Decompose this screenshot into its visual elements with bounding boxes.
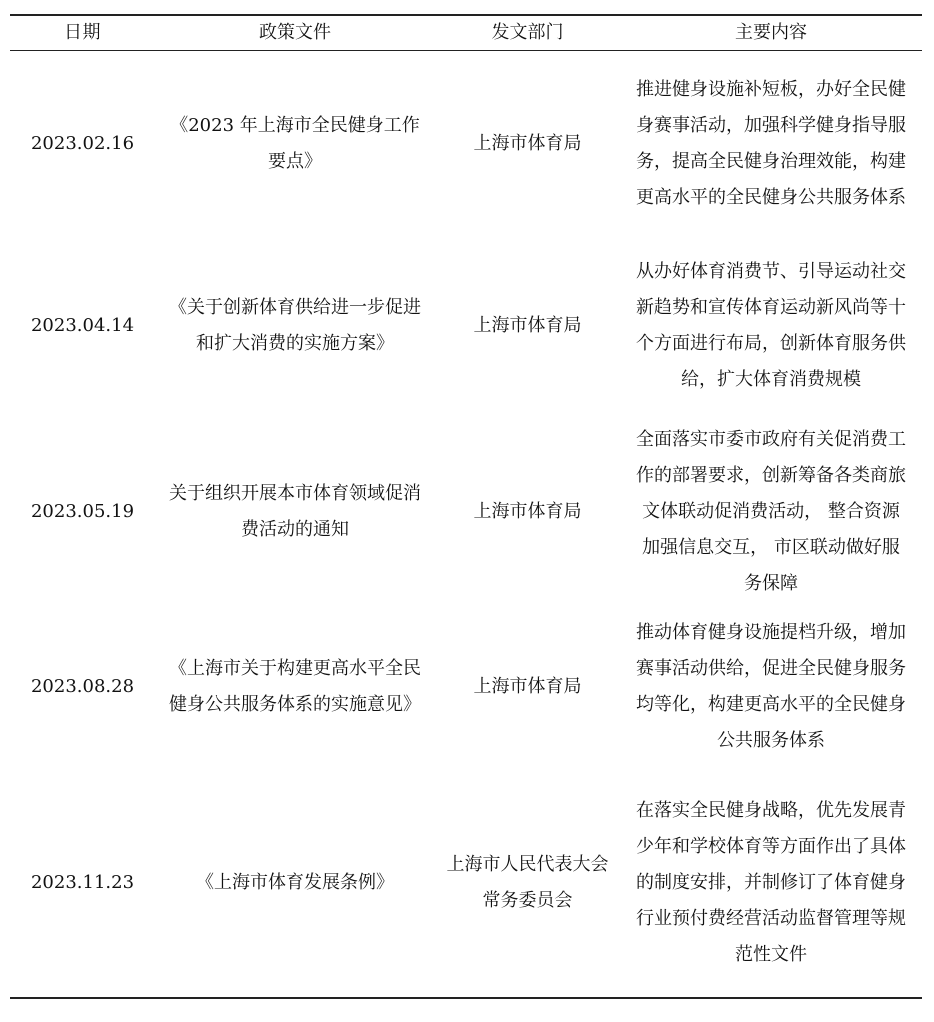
cell-department [435,51,620,234]
cell-content [620,769,922,998]
header-department: 发文部门 [435,15,620,51]
cell-content [620,51,922,234]
cell-policy [155,233,435,419]
department-text: 上海市人民代表大会常务委员会 [446,854,609,911]
content-text: 在落实全民健身战略，优先发展青少年和学校体育等方面作出了具体的制度安排，并制修订了体育健身行业预付费经营活动监督管理等规范性文件 [636,800,906,965]
cell-department [435,605,620,769]
department-text: 上海市体育局 [473,133,582,154]
header-policy: 政策文件 [155,15,435,51]
cell-department [435,233,620,419]
cell-department [435,769,620,998]
table-row [10,605,922,769]
policy-text: 《关于创新体育供给进一步促进和扩大消费的实施方案》 [169,297,421,354]
cell-date: 2023.11.23 [10,769,155,998]
table-header-row [10,15,922,51]
cell-policy [155,419,435,605]
content-text: 推动体育健身设施提档升级，增加赛事活动供给，促进全民健身服务均等化，构建更高水平的全民健身公共服务体系 [636,622,906,751]
department-text: 上海市体育局 [473,315,582,336]
cell-policy [155,605,435,769]
cell-content [620,233,922,419]
department-text: 上海市体育局 [473,676,582,697]
table-row [10,419,922,605]
cell-content [620,419,922,605]
content-text: 从办好体育消费节、引导运动社交新趋势和宣传体育运动新风尚等十个方面进行布局，创新体育服务供给，扩大体育消费规模 [636,261,906,390]
cell-policy [155,51,435,234]
header-date: 日期 [10,15,155,51]
table-row [10,233,922,419]
table-row [10,51,922,234]
cell-date: 2023.04.14 [30,315,135,336]
policy-text: 《上海市关于构建更高水平全民健身公共服务体系的实施意见》 [169,658,421,715]
policy-table-container [10,14,922,999]
cell-date: 2023.02.16 [30,133,135,154]
cell-content [620,605,922,769]
header-content: 主要内容 [620,15,922,51]
policy-table [10,14,922,999]
table-row [10,769,922,998]
cell-department [435,419,620,605]
content-text: 全面落实市委市政府有关促消费工作的部署要求，创新筹备各类商旅文体联动促消费活动， 整合资源加强信息交互， 市区联动做好服务保障 [636,429,906,594]
policy-text: 关于组织开展本市体育领域促消费活动的通知 [169,483,421,540]
cell-policy [155,769,435,998]
policy-text: 《2023 年上海市全民健身工作要点》 [170,115,420,172]
cell-date: 2023.08.28 [30,676,135,697]
cell-date: 2023.05.19 [30,501,135,522]
department-text: 上海市体育局 [473,501,582,522]
content-text: 推进健身设施补短板，办好全民健身赛事活动，加强科学健身指导服务，提高全民健身治理效能，构建更高水平的全民健身公共服务体系 [636,79,906,208]
policy-text: 《上海市体育发展条例》 [196,872,394,893]
